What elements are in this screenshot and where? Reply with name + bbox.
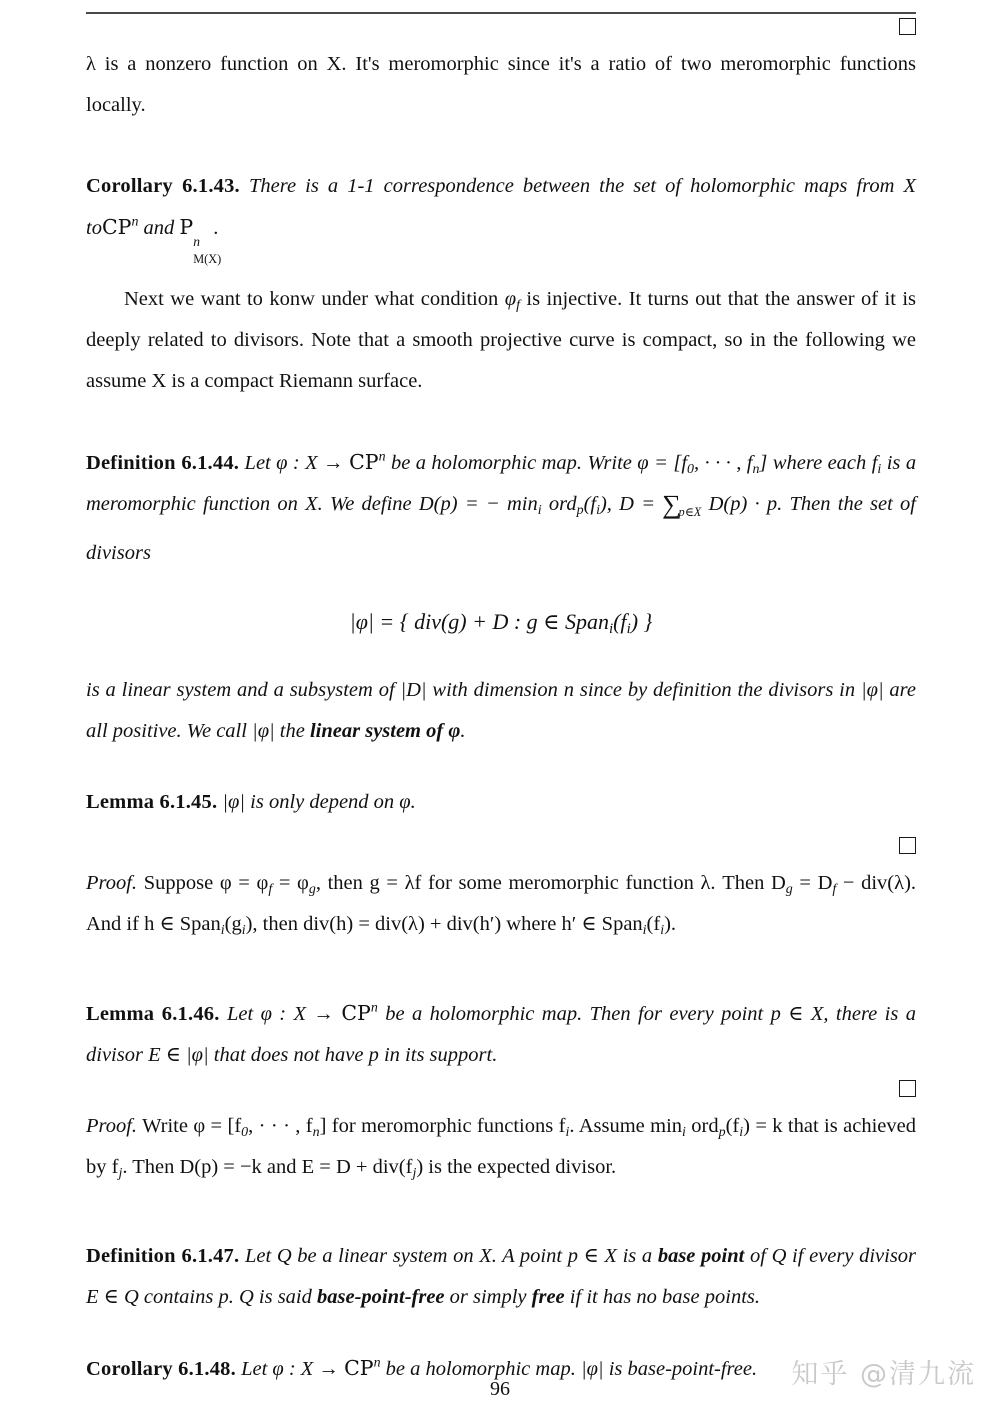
- spacer: [86, 1076, 916, 1106]
- proof-45-t6: (g: [224, 913, 242, 936]
- lemma-6-1-45-head: Lemma 6.1.45.: [86, 791, 218, 814]
- def-44-t4: , · · · , f: [694, 452, 753, 474]
- header-rule: [86, 12, 916, 14]
- fi-subscript: i: [660, 923, 665, 939]
- definition-6-1-47-head: Definition 6.1.47.: [86, 1245, 240, 1268]
- def-44-t8: ord: [548, 493, 577, 515]
- fj-subscript: j: [118, 1166, 123, 1182]
- proof-46-t7: ) = k that is achieved by f: [86, 1115, 916, 1179]
- qed-box: [899, 1080, 916, 1097]
- cp-exponent: n: [131, 214, 139, 230]
- summation-subscript: p∈X: [678, 505, 702, 520]
- corollary-6-1-43-body-3: .: [213, 217, 219, 239]
- spacer: [86, 640, 916, 670]
- fi-subscript: i: [565, 1125, 570, 1141]
- def-44-t1: Let φ : X →: [244, 452, 344, 474]
- paragraph-next-condition: [86, 279, 916, 402]
- phi-f-subscript: f: [516, 297, 520, 313]
- cp-exponent: n: [373, 1355, 381, 1371]
- proof-label: Proof.: [86, 1115, 138, 1138]
- spacer: [86, 945, 916, 993]
- p-blackboard-symbol: P: [179, 215, 194, 239]
- spacer: [86, 1318, 916, 1348]
- def-47-t4: if it has no base points.: [569, 1286, 761, 1309]
- corollary-6-1-43-body-2: and: [143, 217, 175, 239]
- ord-subscript: p: [718, 1125, 726, 1141]
- fn-subscript: n: [752, 461, 760, 477]
- proof-46-t5: ord: [691, 1115, 719, 1138]
- lemma-6-1-45: [86, 782, 916, 823]
- def-44-t6: is a meromorphic function on X. We define D(p) =: [86, 452, 917, 515]
- watermark: 知乎 @清九流: [791, 1359, 976, 1390]
- definition-6-1-47: [86, 1236, 916, 1318]
- min-subscript: i: [537, 502, 542, 518]
- corollary-6-1-48-head: Corollary 6.1.48.: [86, 1358, 236, 1381]
- proof-46-t1: Write φ = [f: [142, 1115, 242, 1138]
- proof-45-t3: , then g = λf for some meromorphic function λ. Then D: [315, 872, 786, 895]
- page-number: 96: [490, 1378, 510, 1400]
- f0-subscript: 0: [687, 461, 694, 477]
- def-44-t5: ] where each f: [759, 452, 878, 474]
- proof-45-t8: (f: [646, 913, 661, 936]
- def-47-t1: Let Q be a linear system on X. A point p ∈ X is a: [244, 1245, 653, 1268]
- paragraph-linear-system: [86, 670, 916, 752]
- proof-46-t2: , · · · , f: [248, 1115, 313, 1138]
- lemma-6-1-45-body: |φ| is only depend on φ.: [222, 791, 416, 814]
- proof-45-t5: − div(λ). And if h ∈ Span: [86, 872, 917, 936]
- proof-46-t3: ] for meromorphic functions f: [319, 1115, 566, 1138]
- phi-g-subscript: g: [308, 882, 316, 898]
- def-44-t3: [f: [673, 452, 688, 474]
- ord-fi-subscript: i: [739, 1125, 744, 1141]
- span-subscript-2: i: [642, 923, 647, 939]
- def-44-t11: D(p) · p. Then the set of divisors: [86, 493, 916, 565]
- spacer: [86, 574, 916, 604]
- cp-exponent: n: [370, 1000, 378, 1016]
- page-content: [86, 44, 916, 1390]
- spacer: [86, 126, 916, 166]
- div-fj-subscript: j: [412, 1166, 417, 1182]
- display-lhs: |φ| =: [349, 609, 395, 635]
- lemma-6-1-46-head: Lemma 6.1.46.: [86, 1003, 220, 1026]
- display-rhs-end: ) }: [630, 609, 653, 635]
- proof-label: Proof.: [86, 872, 138, 895]
- display-rhs: { div(g) + D : g ∈ Span: [399, 609, 609, 635]
- free-bold-term: free: [531, 1286, 565, 1309]
- cor-48-t2: be a holomorphic map. |φ| is base-point-free.: [385, 1358, 758, 1381]
- cp-symbol: CP: [341, 1001, 371, 1026]
- proof-6-1-45: [86, 863, 916, 945]
- definition-6-1-44-head: Definition 6.1.44.: [86, 452, 240, 474]
- def-44-t10: ), D =: [599, 493, 656, 515]
- proof-45-t9: ).: [664, 913, 677, 936]
- phi-f-symbol: φ: [504, 288, 517, 310]
- f-subscript: i: [626, 621, 631, 638]
- proof-45-t7: ), then div(h) = div(λ) + div(h′) where h′ ∈ Span: [245, 913, 643, 936]
- def-44-t7: − min: [485, 493, 538, 515]
- linear-system-t1: is a linear system and a subsystem of |D| with dimension n since by definition the divisors in |φ| are all positive. We call |φ| the: [86, 679, 916, 743]
- fi-subscript: i: [877, 461, 882, 477]
- display-rhs-tail: (f: [613, 609, 627, 635]
- paragraph-lambda-line2: functions locally.: [86, 53, 916, 116]
- linear-system-t2: .: [460, 720, 466, 743]
- def-47-t2: of Q if every divisor E ∈ Q contains p. Q is said: [86, 1245, 917, 1309]
- dg-subscript: g: [785, 882, 793, 898]
- ord-subscript: p: [576, 502, 584, 518]
- proof-45-t4: = D: [799, 872, 833, 895]
- lemma-46-t2: be a holomorphic map. Then for every point p ∈ X, there is a divisor E ∈ |φ| that does not have p in its support.: [86, 1003, 917, 1067]
- corollary-6-1-43: [86, 166, 916, 267]
- spacer: [86, 1188, 916, 1236]
- p-subscript: M(X): [193, 252, 222, 267]
- qed-box: [899, 18, 916, 35]
- def-47-t3: or simply: [449, 1286, 527, 1309]
- definition-6-1-44: [86, 442, 916, 574]
- gi-subscript: i: [241, 923, 246, 939]
- proof-46-t8: . Then D(p) = −k and E = D + div(f: [122, 1156, 413, 1179]
- lemma-6-1-46: [86, 993, 916, 1076]
- proof-45-t2: = φ: [278, 872, 309, 895]
- proof-46-t4: . Assume min: [569, 1115, 683, 1138]
- min-subscript: i: [682, 1125, 686, 1141]
- corollary-6-1-43-body-1: There is a 1-1 correspondence between the set of holomorphic maps from X to: [86, 175, 916, 239]
- summation-symbol: ∑: [662, 490, 681, 520]
- corollary-6-1-43-head: Corollary 6.1.43.: [86, 175, 240, 197]
- cor-48-t1: Let φ : X →: [241, 1358, 339, 1381]
- f0-subscript: 0: [241, 1125, 249, 1141]
- proof-46-t6: (f: [725, 1115, 740, 1138]
- fn-subscript: n: [312, 1125, 320, 1141]
- spacer: [86, 823, 916, 863]
- cp-symbol: CP: [344, 1356, 374, 1381]
- base-point-bold-term: base point: [657, 1245, 745, 1268]
- paragraph-next-text-2: is injective. It turns out that the answer of it is deeply related to divisors. Note that a smooth projective curve is compact, so in the following we assume X is a compact Riemann surface.: [86, 288, 917, 392]
- cp-symbol: CP: [349, 450, 379, 474]
- paragraph-lambda-line1: λ is a nonzero function on X. It's meromorphic since it's a ratio of two meromorphic: [86, 53, 831, 75]
- phi-f-subscript: f: [268, 882, 273, 898]
- proof-46-t9: ) is the expected divisor.: [416, 1156, 617, 1179]
- span-subscript-1: i: [220, 923, 225, 939]
- paragraph-lambda-nonzero: [86, 44, 916, 126]
- qed-box: [899, 837, 916, 854]
- spacer: [86, 402, 916, 442]
- paragraph-next-text-1: Next we want to konw under what condition: [124, 288, 499, 310]
- base-point-free-bold-term: base-point-free: [317, 1286, 445, 1309]
- proof-6-1-46: [86, 1106, 916, 1188]
- linear-system-bold-term: linear system of φ: [309, 720, 461, 743]
- p-exponent: n: [193, 234, 200, 250]
- ord-fi-subscript: i: [596, 502, 600, 518]
- def-44-t2: be a holomorphic map. Write φ =: [390, 452, 668, 474]
- spacer: [86, 752, 916, 782]
- cp-exponent: n: [378, 449, 386, 465]
- proof-45-t1: Suppose φ = φ: [143, 872, 269, 895]
- df-subscript: f: [832, 882, 837, 898]
- lemma-46-t1: Let φ : X →: [226, 1003, 334, 1026]
- display-equation-linear-system: [86, 604, 916, 640]
- cp-symbol: CP: [101, 215, 132, 239]
- def-44-t9: (f: [583, 493, 597, 515]
- span-subscript: i: [608, 621, 614, 638]
